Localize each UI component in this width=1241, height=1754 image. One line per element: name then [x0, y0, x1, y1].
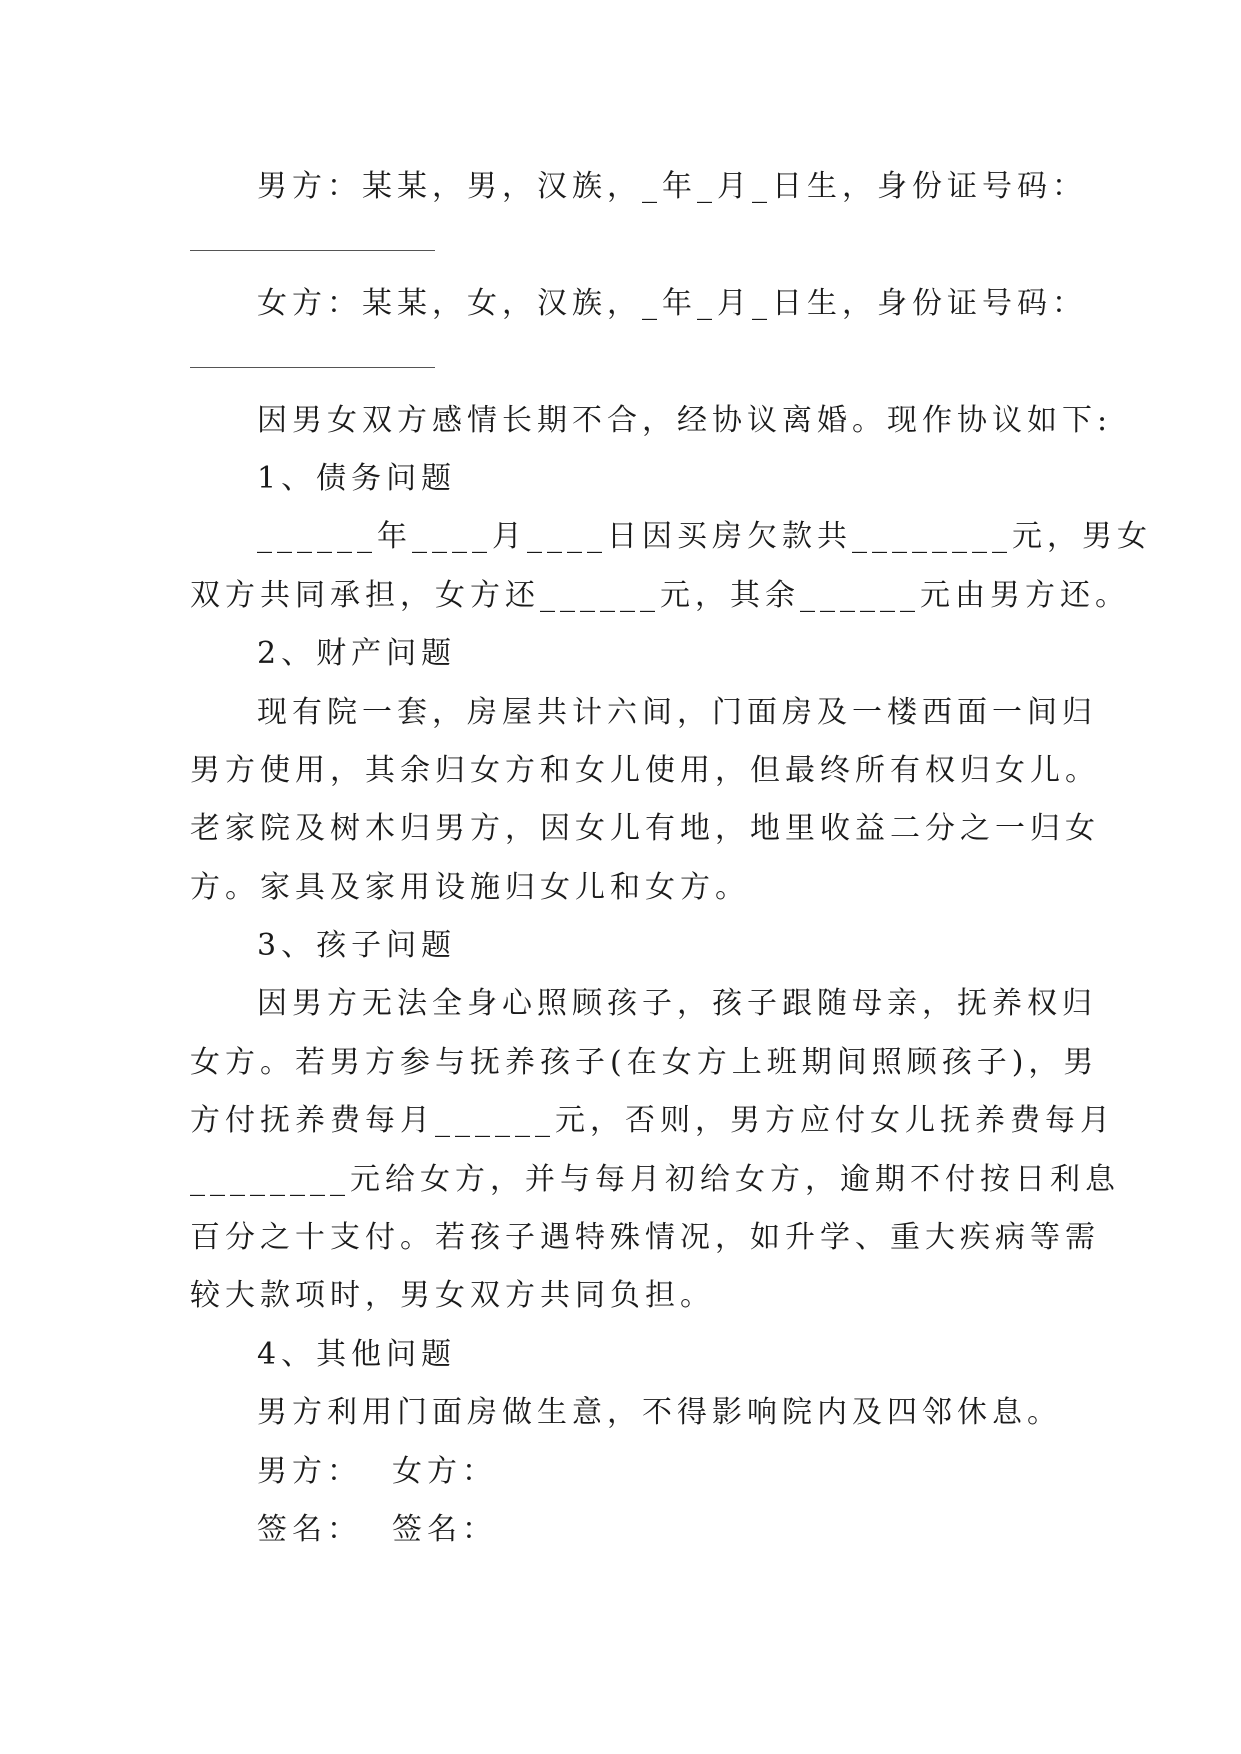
property-paragraph-line: 老家院及树木归男方，因女儿有地，地里收益二分之一归女: [190, 811, 1100, 847]
debt-paragraph-line: ______年____月____日因买房欠款共________元，男女: [257, 519, 1152, 555]
section-heading-other: 4、其他问题: [257, 1336, 457, 1372]
property-paragraph-line: 方。家具及家用设施归女儿和女方。: [190, 869, 750, 905]
agreement-intro: 因男女双方感情长期不合，经协议离婚。现作协议如下:: [257, 402, 1113, 438]
children-paragraph-line: 百分之十支付。若孩子遇特殊情况，如升学、重大疾病等需: [190, 1220, 1100, 1256]
children-paragraph-line: 因男方无法全身心照顾孩子，孩子跟随母亲，抚养权归: [257, 986, 1097, 1022]
section-heading-debt: 1、债务问题: [257, 460, 457, 496]
children-paragraph-line: ________元给女方，并与每月初给女方，逾期不付按日利息: [190, 1161, 1120, 1197]
husband-info-line: 男方：某某，男，汉族，_年_月_日生，身份证号码：: [257, 169, 1087, 204]
property-paragraph-line: 男方使用，其余归女方和女儿使用，但最终所有权归女儿。: [190, 752, 1100, 788]
section-heading-children: 3、孩子问题: [257, 928, 457, 964]
section-heading-property: 2、财产问题: [257, 636, 457, 672]
document-body: [190, 158, 1152, 1559]
other-paragraph-line: 男方利用门面房做生意，不得影响院内及四邻休息。: [257, 1395, 1062, 1431]
wife-label: 女方：: [392, 1453, 497, 1489]
wife-info-line: 女方：某某，女，汉族，_年_月_日生，身份证号码：: [257, 285, 1087, 321]
husband-id-blank: [190, 216, 1060, 274]
wife-signature-label: 签名：: [392, 1511, 497, 1547]
children-paragraph-line: 方付抚养费每月______元，否则，男方应付女儿抚养费每月: [190, 1103, 1115, 1139]
husband-signature-label: 签名：: [257, 1511, 362, 1547]
debt-paragraph-line: 双方共同承担，女方还______元，其余______元由男方还。: [190, 577, 1130, 613]
signature-row: [190, 1501, 1060, 1559]
property-paragraph-line: 现有院一套，房屋共计六间，门面房及一楼西面一间归: [257, 694, 1097, 730]
children-paragraph-line: 较大款项时，男女双方共同负担。: [190, 1278, 715, 1314]
wife-id-blank: [190, 333, 1060, 391]
children-paragraph-line: 女方。若男方参与抚养孩子(在女方上班期间照顾孩子)，男: [190, 1044, 1099, 1080]
party-labels-row: [190, 1443, 1060, 1501]
husband-label: 男方：: [257, 1453, 362, 1489]
underline: [190, 250, 435, 251]
underline: [190, 367, 435, 368]
